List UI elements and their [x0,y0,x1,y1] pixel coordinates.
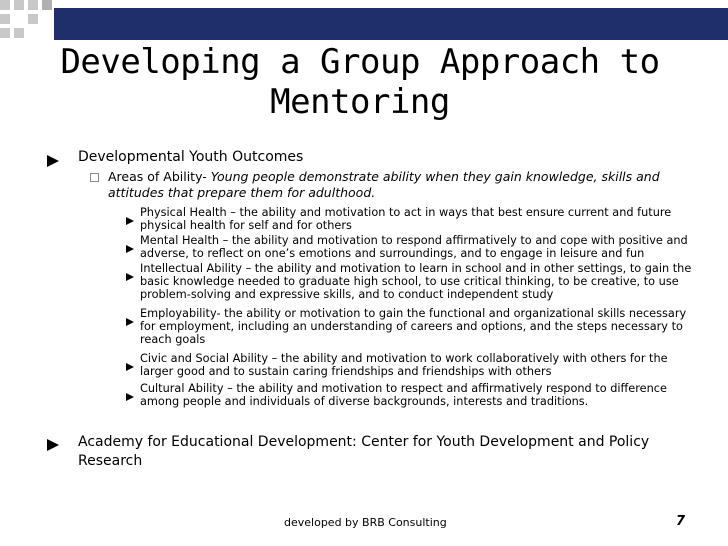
page-number: 7 [676,514,686,529]
filled-arrow-bullet-icon [126,238,134,246]
filled-arrow-bullet-icon [126,386,134,394]
civic-social-ability-item: Civic and Social Ability – the ability and motivation to work collaboratively with others for the larger good and to sustain caring friendships and friendships with others [140,352,668,378]
areas-of-ability-prefix: Areas of Ability- [108,169,211,184]
slide-title [20,42,700,122]
filled-arrow-bullet-icon [126,356,134,364]
physical-health-item: Physical Health – the ability and motivation to act in ways that best ensure current and future physical health for self and for others [140,206,672,232]
title-line-1: Developing a Group Approach to [60,42,660,82]
bullet-square-icon [47,152,59,164]
filled-arrow-bullet-icon [126,311,134,319]
bullet-developmental-youth-outcomes: Developmental Youth Outcomes [78,149,304,165]
cultural-ability-item: Cultural Ability – the ability and motivation to respect and affirmatively respond to difference among people and individuals of diverse backgrounds, interests and traditions. [140,382,667,408]
header-squares-graphic [0,0,728,48]
footer-credit: developed by BRB Consulting [284,516,447,529]
employability-item: Employability- the ability or motivation to gain the functional and organizational skills necessary for employment, including an understanding of careers and options, and the steps necessary to reach goals [140,307,687,346]
title-line-2: Mentoring [270,82,450,122]
hollow-square-bullet-icon [90,173,99,182]
filled-arrow-bullet-icon [126,210,134,218]
header-decoration [0,0,728,48]
areas-of-ability-text [108,169,698,201]
bullet-square-icon [47,436,59,448]
bullet-academy-educational-development: Academy for Educational Development: Center for Youth Development and Policy Research [78,434,650,469]
intellectual-ability-item: Intellectual Ability – the ability and motivation to learn in school and in other settings, to gain the basic knowledge needed to graduate high school, to use critical thinking, to be creative, to use problem-solving and expressive skills, and to conduct independent study [140,262,692,301]
areas-of-ability-italic: Young people demonstrate ability when they gain knowledge, skills and attitudes that prepare them for adulthood. [108,169,660,200]
mental-health-item: Mental Health – the ability and motivation to respond affirmatively to and cope with positive and adverse, to reflect on one’s emotions and surroundings, and to engage in leisure and fun [140,234,688,260]
filled-arrow-bullet-icon [126,266,134,274]
